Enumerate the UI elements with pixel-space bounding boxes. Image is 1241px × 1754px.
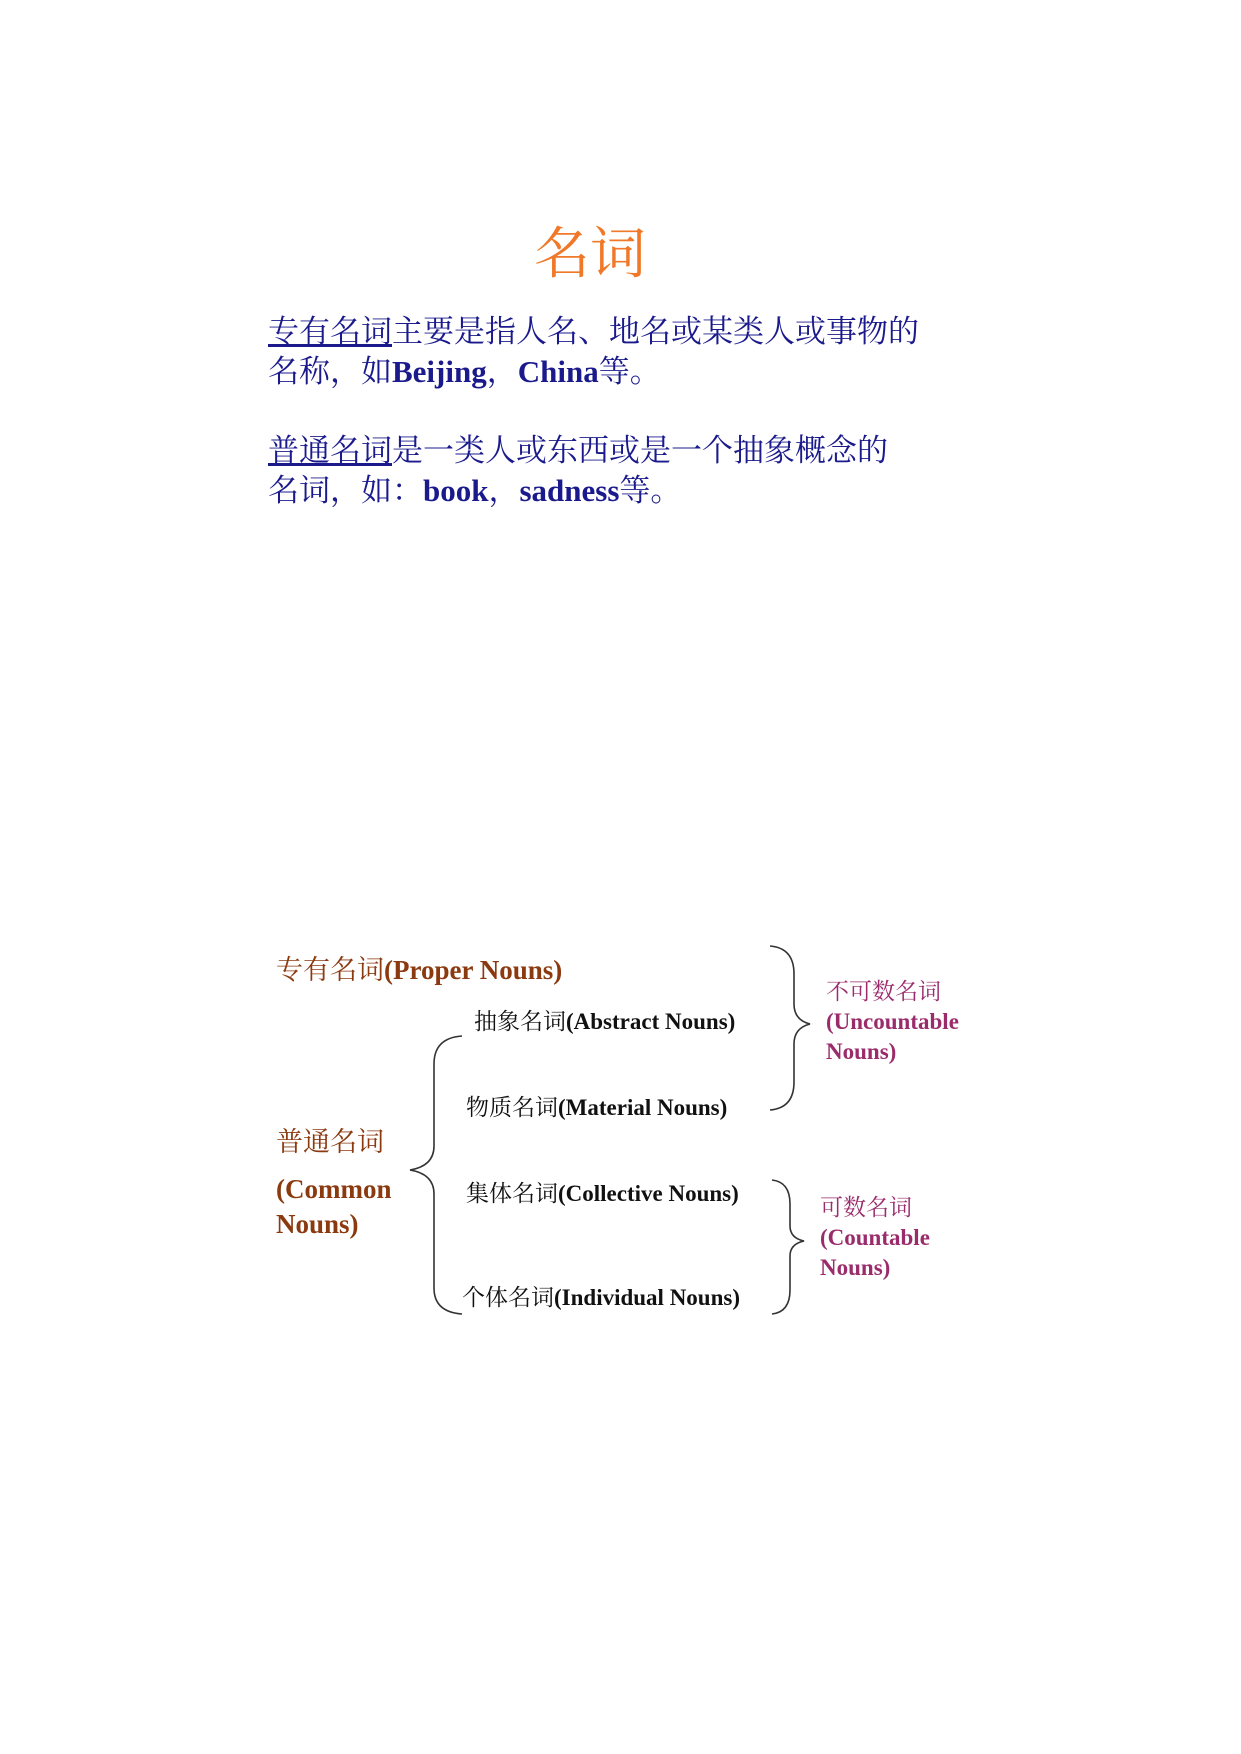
common-noun-en-line-2 xyxy=(276,1207,392,1242)
common-noun-term: 普通名词 xyxy=(268,433,392,469)
proper-noun-label xyxy=(276,948,562,987)
common-definition-text: 是一类人或东西或是一个抽象概念的 xyxy=(392,433,888,469)
common-noun-left-brace xyxy=(410,1036,462,1314)
abstract-noun-en: (Abstract Nouns) xyxy=(566,1009,736,1034)
abstract-noun-label xyxy=(474,1003,735,1036)
proper-noun-cn: 专有名词 xyxy=(276,955,384,986)
common-noun-en-2: Nouns) xyxy=(276,1209,359,1239)
page-title: 名词 xyxy=(534,222,646,287)
collective-noun-cn: 集体名词 xyxy=(466,1181,558,1207)
material-noun-label xyxy=(466,1089,727,1122)
uncountable-noun-label xyxy=(826,978,959,1067)
individual-noun-label xyxy=(462,1279,740,1312)
countable-noun-en-line-1 xyxy=(820,1223,930,1253)
common-noun-en-1: (Common xyxy=(276,1174,392,1204)
proper-noun-term: 专有名词 xyxy=(268,314,392,350)
collective-noun-en: (Collective Nouns) xyxy=(558,1181,739,1206)
proper-noun-en: (Proper Nouns) xyxy=(384,955,563,985)
proper-example-2: China xyxy=(517,354,599,389)
countable-noun-en-line-2 xyxy=(820,1253,930,1283)
abstract-noun-cn: 抽象名词 xyxy=(474,1009,566,1035)
uncountable-noun-en-line-1 xyxy=(826,1007,959,1037)
countable-noun-label xyxy=(820,1194,930,1283)
uncountable-noun-cn: 不可数名词 xyxy=(826,979,941,1005)
proper-definition-text: 主要是指人名、地名或某类人或事物的 xyxy=(392,314,919,350)
countable-right-brace xyxy=(772,1180,804,1314)
countable-noun-en-2: Nouns) xyxy=(820,1255,891,1280)
common-noun-en xyxy=(276,1172,392,1242)
common-example-separator: ， xyxy=(488,473,520,509)
uncountable-noun-en-2: Nouns) xyxy=(826,1039,897,1064)
common-definition-end: 等。 xyxy=(619,473,682,509)
individual-noun-cn: 个体名词 xyxy=(462,1285,554,1311)
uncountable-right-brace xyxy=(770,946,810,1110)
common-example-1: book xyxy=(423,473,489,508)
uncountable-noun-en-line-2 xyxy=(826,1037,959,1067)
common-definition-text-2: 名词，如： xyxy=(268,473,423,509)
proper-example-1: Beijing xyxy=(392,354,487,389)
countable-noun-cn: 可数名词 xyxy=(820,1195,912,1221)
material-noun-cn: 物质名词 xyxy=(466,1095,558,1121)
proper-definition-end: 等。 xyxy=(598,354,661,390)
common-noun-cn: 普通名词 xyxy=(276,1127,384,1158)
common-example-2: sadness xyxy=(519,473,620,508)
proper-example-separator: ， xyxy=(486,354,518,390)
uncountable-noun-en-1: (Uncountable xyxy=(826,1009,959,1034)
countable-noun-en-1: (Countable xyxy=(820,1225,930,1250)
material-noun-en: (Material Nouns) xyxy=(558,1095,728,1120)
proper-definition-text-2: 名称，如 xyxy=(268,354,392,390)
individual-noun-en: (Individual Nouns) xyxy=(554,1285,740,1310)
common-noun-en-line-1 xyxy=(276,1172,392,1207)
collective-noun-label xyxy=(466,1175,739,1208)
